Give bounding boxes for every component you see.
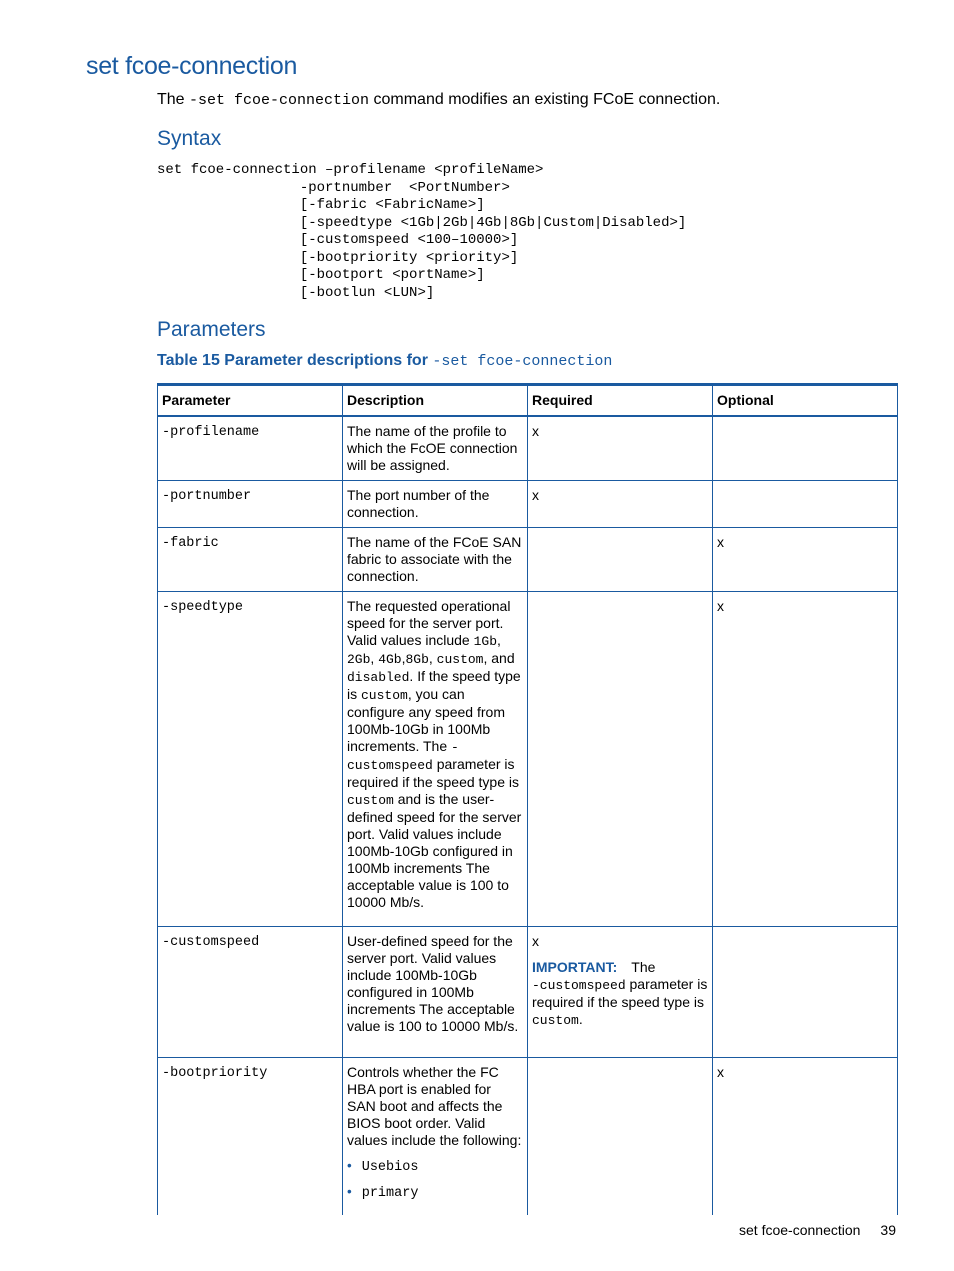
desc-text: ,	[428, 650, 437, 666]
table-row	[158, 592, 898, 927]
page-footer	[739, 1222, 896, 1238]
desc-code: custom	[436, 652, 484, 667]
table-row	[158, 927, 898, 1058]
parameters-heading: Parameters	[157, 318, 266, 341]
footer-section: set fcoe-connection	[739, 1222, 861, 1238]
param-name: -bootpriority	[158, 1058, 343, 1216]
desc-text: . If the speed type is	[347, 668, 521, 702]
important-note	[532, 959, 708, 1029]
bullet-icon: •	[347, 1184, 352, 1199]
list-item	[347, 1183, 523, 1202]
caption-command: -set fcoe-connection	[432, 353, 613, 370]
param-name: -portnumber	[158, 481, 343, 528]
desc-code: disabled	[347, 670, 410, 685]
syntax-code-block: set fcoe-connection –profilename <profileName> -portnumber <PortNumber> [-fabric <FabricName>] [-speedtype <1Gb|2Gb|4Gb|8Gb|Custom|Disabled>] [-customspeed <100–10000>] [-bootpriority <priority>] [-bootport <portName>] [-bootlun <LUN>]	[157, 162, 687, 301]
important-text: .	[578, 1011, 583, 1027]
desc-code: custom	[361, 688, 408, 703]
param-name: -profilename	[158, 416, 343, 481]
param-required: x	[532, 933, 539, 949]
list-item-text: primary	[361, 1186, 419, 1201]
value-list	[347, 1157, 523, 1202]
important-text: parameter is required if the speed type is	[532, 976, 708, 1010]
param-description: The name of the FCoE SAN fabric to associate with the connection.	[343, 528, 528, 592]
desc-text: The requested operational speed for the server port. Valid values include	[347, 598, 511, 648]
param-required	[528, 592, 713, 927]
desc-code: 2Gb	[347, 652, 371, 667]
param-optional	[713, 416, 898, 481]
param-description: The name of the profile to which the FcOE connection will be assigned.	[343, 416, 528, 481]
param-name: -fabric	[158, 528, 343, 592]
header-description: Description	[343, 385, 528, 417]
table-caption	[157, 352, 612, 370]
param-optional: x	[713, 528, 898, 592]
list-item	[347, 1157, 523, 1176]
page-number: 39	[880, 1222, 896, 1238]
desc-text: , and	[483, 650, 515, 666]
table-row	[158, 416, 898, 481]
desc-text: and is the user-defined speed for the server port. Valid values include 100Mb-10Gb configured in 100Mb increments The acceptable value is 100 to 10000 Mb/s.	[347, 791, 522, 910]
param-description-cell	[343, 1058, 528, 1216]
table-row	[158, 528, 898, 592]
bullet-icon: •	[347, 1158, 352, 1173]
param-required	[528, 1058, 713, 1216]
header-parameter: Parameter	[158, 385, 343, 417]
intro-prefix: The	[157, 91, 190, 108]
param-optional	[713, 927, 898, 1058]
param-optional: x	[713, 592, 898, 927]
important-text: The	[631, 959, 656, 975]
intro-paragraph	[157, 89, 720, 112]
table-row	[158, 481, 898, 528]
param-required-cell	[528, 927, 713, 1058]
desc-code: custom	[347, 793, 394, 808]
caption-prefix: Table 15 Parameter descriptions for	[157, 352, 433, 369]
desc-text: parameter is required if the speed type is	[347, 756, 519, 790]
param-description: User-defined speed for the server port. Valid values include 100Mb-10Gb configured in 100Mb increments The acceptable value is 100 to 10000 Mb/s.	[343, 927, 528, 1058]
table-row	[158, 1058, 898, 1216]
desc-text: ,	[401, 650, 406, 666]
desc-text: , you can configure any speed from 100Mb-10Gb in 100Mb increments. The	[347, 686, 505, 754]
desc-text: ,	[370, 650, 379, 666]
param-required: x	[528, 416, 713, 481]
param-optional: x	[713, 1058, 898, 1216]
desc-code: -customspeed	[347, 740, 459, 773]
desc-text: ,	[497, 632, 501, 648]
intro-command: -set fcoe-connection	[189, 92, 370, 109]
header-required: Required	[528, 385, 713, 417]
list-item-text: Usebios	[361, 1160, 419, 1175]
param-name: -customspeed	[158, 927, 343, 1058]
header-optional: Optional	[713, 385, 898, 417]
parameter-table	[157, 383, 898, 1215]
desc-code: 4Gb	[378, 652, 402, 667]
syntax-heading: Syntax	[157, 127, 222, 150]
table-header-row	[158, 385, 898, 417]
page-title: set fcoe-connection	[86, 52, 298, 80]
param-name: -speedtype	[158, 592, 343, 927]
desc-code: 1Gb	[473, 634, 498, 649]
param-description: Controls whether the FC HBA port is enabled for SAN boot and affects the BIOS boot order. Valid values include the following:	[347, 1064, 522, 1148]
param-description: The port number of the connection.	[343, 481, 528, 528]
param-required	[528, 528, 713, 592]
param-description	[343, 592, 528, 927]
important-code: custom	[532, 1013, 579, 1028]
param-required: x	[528, 481, 713, 528]
desc-code: 8Gb	[405, 652, 429, 667]
important-code: -customspeed	[532, 978, 626, 993]
intro-suffix: command modifies an existing FCoE connection.	[369, 91, 721, 108]
param-optional	[713, 481, 898, 528]
important-label: IMPORTANT:	[532, 959, 618, 975]
